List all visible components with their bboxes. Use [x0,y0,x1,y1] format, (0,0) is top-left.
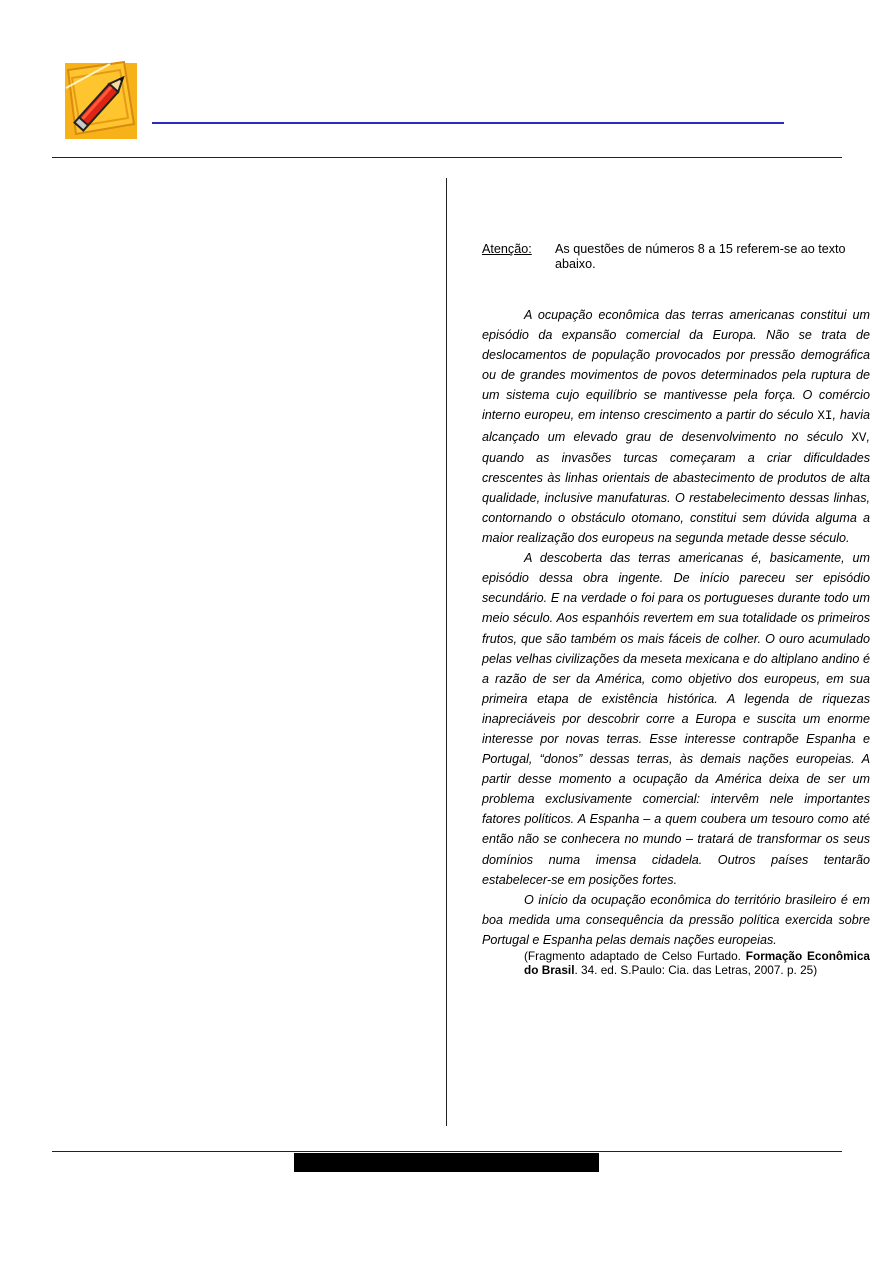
attention-label: Atenção: [482,242,532,256]
article-paragraph-2: A descoberta das terras americanas é, basicamente, um episódio dessa obra ingente. De início pareceu ser episódio secundário. E na verdade o foi para os portugueses durante todo um meio século. Aos espanhóis revertem em sua totalidade os primeiros frutos, que são também os mais fáceis de colher. O ouro acumulado pelas velhas civilizações da meseta mexicana e do altiplano andino é a razão de ser da América, como objetivo dos europeus, em sua primeira etapa de existência histórica. A legenda de riquezas inapreciáveis por descobrir corre a Europa e suscita um enorme interesse por novas terras. Esse interesse contrapõe Espanha e Portugal, “donos” dessas terras, às demais nações europeias. A partir desse momento a ocupação da América deixa de ser um problema exclusivamente comercial: intervêm nele importantes fatores políticos. A Espanha – a quem coubera um tesouro como até então não se conhecera no mundo – tratará de transformar os seus domínios numa imensa cidadela. Outros países tentarão estabelecer-se em posições fortes. [482,551,870,887]
attention-text: As questões de números 8 a 15 referem-se ao texto abaixo. [555,242,846,271]
header-divider [52,157,842,158]
column-divider [446,178,447,1126]
article-p1-part-a: A ocupação econômica das terras americanas constitui um episódio da expansão comercial da Europa. Não se trata de deslocamentos de população provocados por pressão demográfica ou de grandes movimentos de povos determinados pela ruptura de um sistema cujo equilíbrio se mantivesse pela força. O comércio interno europeu, em intenso crescimento a partir do século [482,308,870,423]
header-blue-rule [152,122,784,124]
attention-note [482,242,870,272]
citation [524,950,870,977]
citation-prefix: (Fragmento adaptado de Celso Furtado. [524,949,746,963]
citation-book-title: Formação Econômica do Brasil [524,949,870,977]
footer-bar [294,1153,599,1172]
century-numeral-xi: XI [817,409,833,424]
article-p1-part-c: , quando as invasões turcas começaram a criar dificuldades crescentes às linhas orientais de abastecimento de produtos de alta qualidade, inclusive manufaturas. O restabelecimento dessas linhas, contornando o obstáculo otomano, constitui sem dúvida alguma a maior realização dos europeus na segunda metade desse século. [482,429,870,546]
footer-divider [52,1151,842,1152]
century-numeral-xv: XV [851,430,867,445]
article-paragraph-3: O início da ocupação econômica do território brasileiro é em boa medida uma consequência da pressão política exercida sobre Portugal e Espanha pelas demais nações europeias. [482,892,870,947]
pencil-logo-icon [64,60,138,140]
citation-suffix: . 34. ed. S.Paulo: Cia. das Letras, 2007. p. 25) [574,962,818,977]
article-text [482,305,870,950]
article-paragraph-1 [482,305,870,548]
article-p1-part-b: , havia alcançado um elevado grau de desenvolvimento no século [482,408,870,444]
right-column [482,242,870,977]
